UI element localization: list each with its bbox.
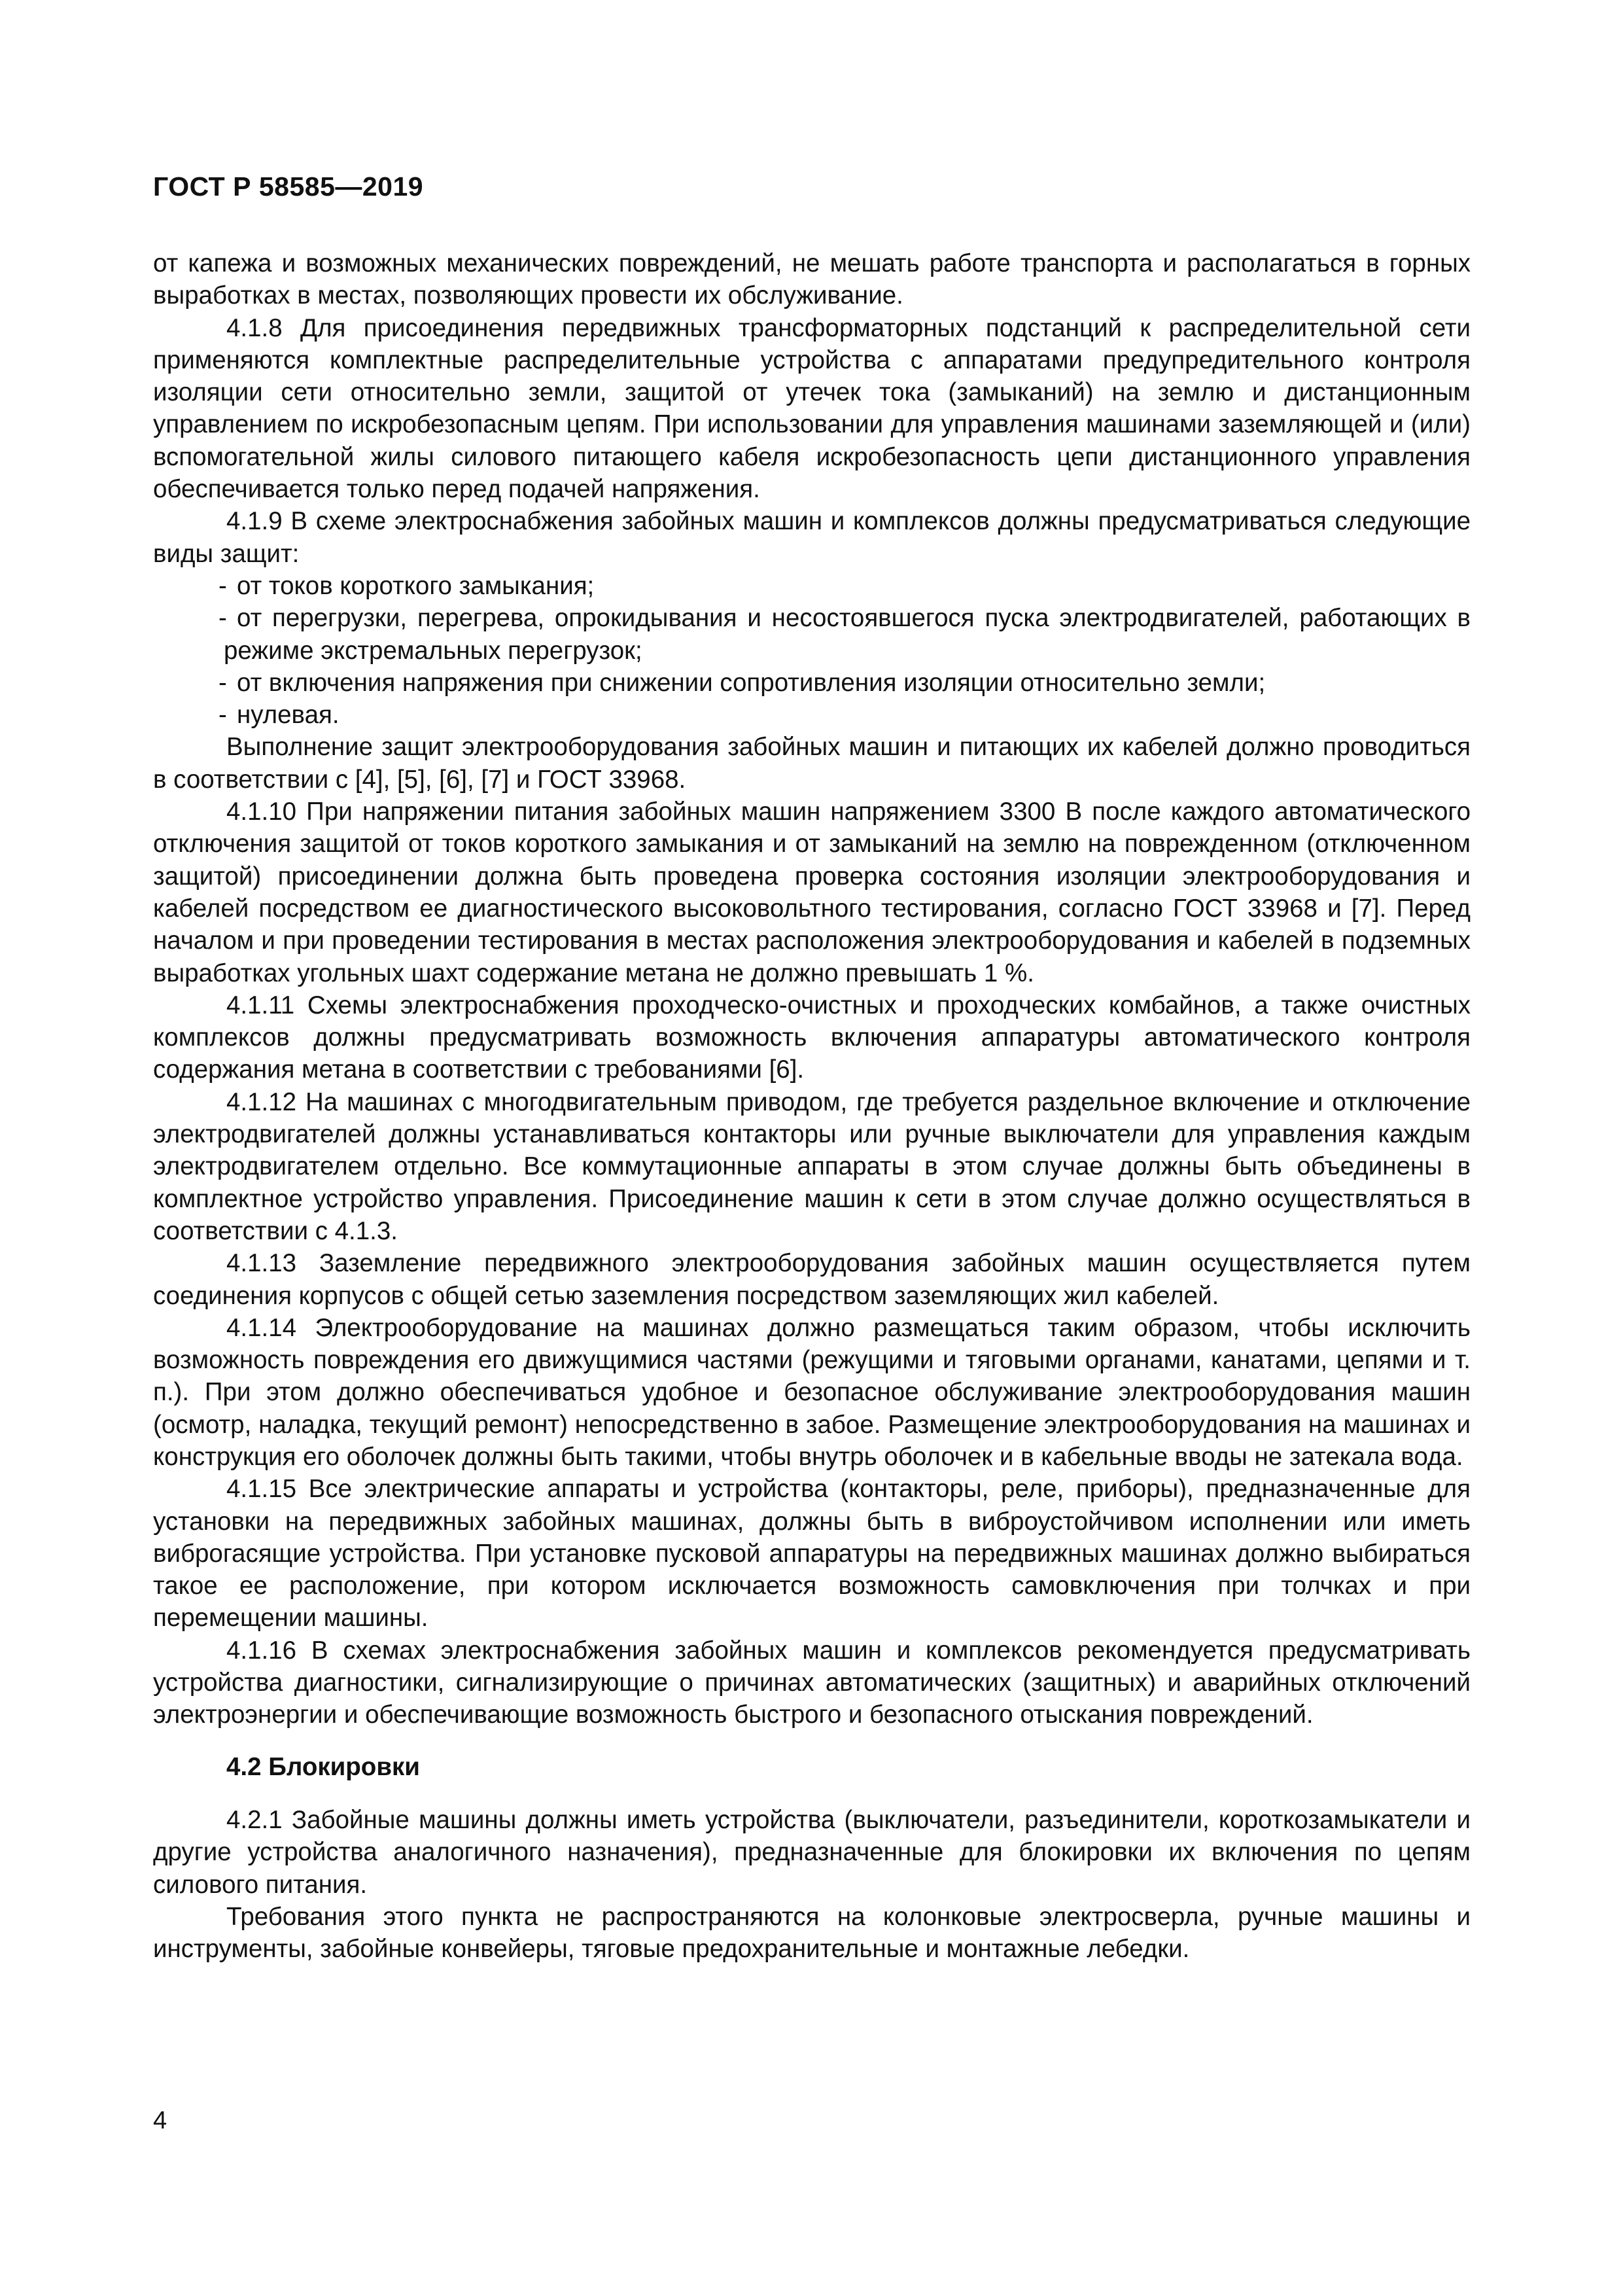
paragraph-4-1-16: 4.1.16 В схемах электроснабжения забойных машин и комплексов рекомендуется предусматривать устройства диагностики, сигнализирующие о причинах автоматических (защитных) и аварийных отключений электроэнергии и обеспечивающие возможность быстрого и безопасного отыскания повреждений. bbox=[153, 1636, 1471, 1729]
paragraph-4-1-9: 4.1.9 В схеме электроснабжения забойных машин и комплексов должны предусматриваться следующие виды защит: bbox=[153, 507, 1471, 568]
paragraph-4-2-1: 4.2.1 Забойные машины должны иметь устройства (выключатели, разъединители, короткозамыкатели и другие устройства аналогичного назначения), предназначенные для блокировки их включения по цепям силового питания. bbox=[153, 1805, 1471, 1899]
list-item: - от токов короткого замыкания; bbox=[153, 570, 1471, 602]
paragraph-4-1-10: 4.1.10 При напряжении питания забойных машин напряжением 3300 В после каждого автоматического отключения защитой от токов короткого замыкания и от замыканий на землю на поврежденном (отключенном защитой) присоединении должна быть проведена проверка состояния изоляции электрооборудования и кабелей посредством ее диагностического высоковольтного тестирования, согласно ГОСТ 33968 и [7]. Перед началом и при проведении тестирования в местах расположения электрооборудования и кабелей в подземных выработках угольных шахт содержание метана не должно превышать 1 %. bbox=[153, 798, 1471, 987]
paragraph-4-1-11: 4.1.11 Схемы электроснабжения проходческо-очистных и проходческих комбайнов, а также очистных комплексов должны предусматривать возможность включения аппаратуры автоматического контроля содержания метана в соответствии с требованиями [6]. bbox=[153, 991, 1471, 1084]
paragraph-4-1-14: 4.1.14 Электрооборудование на машинах должно размещаться таким образом, чтобы исключить возможность повреждения его движущимися частями (режущими и тяговыми органами, канатами, цепями и т. п.). При этом должно обеспечиваться удобное и безопасное обслуживание электрооборудования машин (осмотр, наладка, текущий ремонт) непосредственно в забое. Размещение электрооборудования на машинах и конструкция его оболочек должны быть такими, чтобы внутрь оболочек и в кабельные вводы не затекала вода. bbox=[153, 1313, 1471, 1471]
list-marker: - bbox=[218, 668, 227, 697]
paragraph-4-1-8: 4.1.8 Для присоединения передвижных трансформаторных подстанций к распределительной сети применяются комплектные распределительные устройства с аппаратами предупредительного контроля изоляции сети относительно земли, защитой от утечек тока (замыканий) на землю и дистанционным управлением по искробезопасным цепям. При использовании для управления машинами заземляющей и (или) вспомогательной жилы силового питающего кабеля искробезопасность цепи дистанционного управления обеспечивается только перед подачей напряжения. bbox=[153, 313, 1471, 504]
paragraph-4-1-13: 4.1.13 Заземление передвижного электрооборудования забойных машин осуществляется путем соединения корпусов с общей сетью заземления посредством заземляющих жил кабелей. bbox=[153, 1249, 1471, 1310]
paragraph-continuation: от капежа и возможных механических повреждений, не мешать работе транспорта и располагаться в горных выработках в местах, позволяющих провести их обслуживание. bbox=[153, 249, 1471, 310]
paragraph-4-1-12: 4.1.12 На машинах с многодвигательным приводом, где требуется раздельное включение и отключение электродвигателей должны устанавливаться контакторы или ручные выключатели для управления каждым электродвигателем отдельно. Все коммутационные аппараты в этом случае должны быть объединены в комплектное устройство управления. Присоединение машин к сети в этом случае должно осуществляться в соответствии с 4.1.3. bbox=[153, 1087, 1471, 1245]
list-marker: - bbox=[218, 571, 227, 600]
section-heading-4-2: 4.2 Блокировки bbox=[226, 1752, 420, 1781]
paragraph-4-2-1-continued: Требования этого пункта не распространяются на колонковые электросверла, ручные машины и инструменты, забойные конвейеры, тяговые предохранительные и монтажные лебедки. bbox=[153, 1902, 1471, 1964]
list-marker: - bbox=[218, 701, 227, 730]
paragraph-4-1-15: 4.1.15 Все электрические аппараты и устройства (контакторы, реле, приборы), предназначенные для установки на передвижных забойных машинах, должны быть в виброустойчивом исполнении или иметь виброгасящие устройства. При установке пусковой аппаратуры на передвижных машинах должно выбираться такое ее расположение, при котором исключается возможность самовключения при толчках и при перемещении машины. bbox=[153, 1475, 1471, 1633]
list-item: - нулевая. bbox=[153, 699, 1471, 731]
paragraph-4-1-9-continued: Выполнение защит электрооборудования забойных машин и питающих их кабелей должно проводиться в соответствии с [4], [5], [6], [7] и ГОСТ 33968. bbox=[153, 733, 1471, 794]
document-header: ГОСТ Р 58585—2019 bbox=[153, 171, 424, 202]
document-body bbox=[153, 247, 1471, 1965]
list-item: - от перегрузки, перегрева, опрокидывания и несостоявшегося пуска электродвигателей, работающих в режиме экстремальных перегрузок; bbox=[153, 602, 1471, 667]
page-number: 4 bbox=[153, 2107, 167, 2134]
list-item: - от включения напряжения при снижении сопротивления изоляции относительно земли; bbox=[153, 667, 1471, 699]
list-marker: - bbox=[218, 604, 227, 633]
